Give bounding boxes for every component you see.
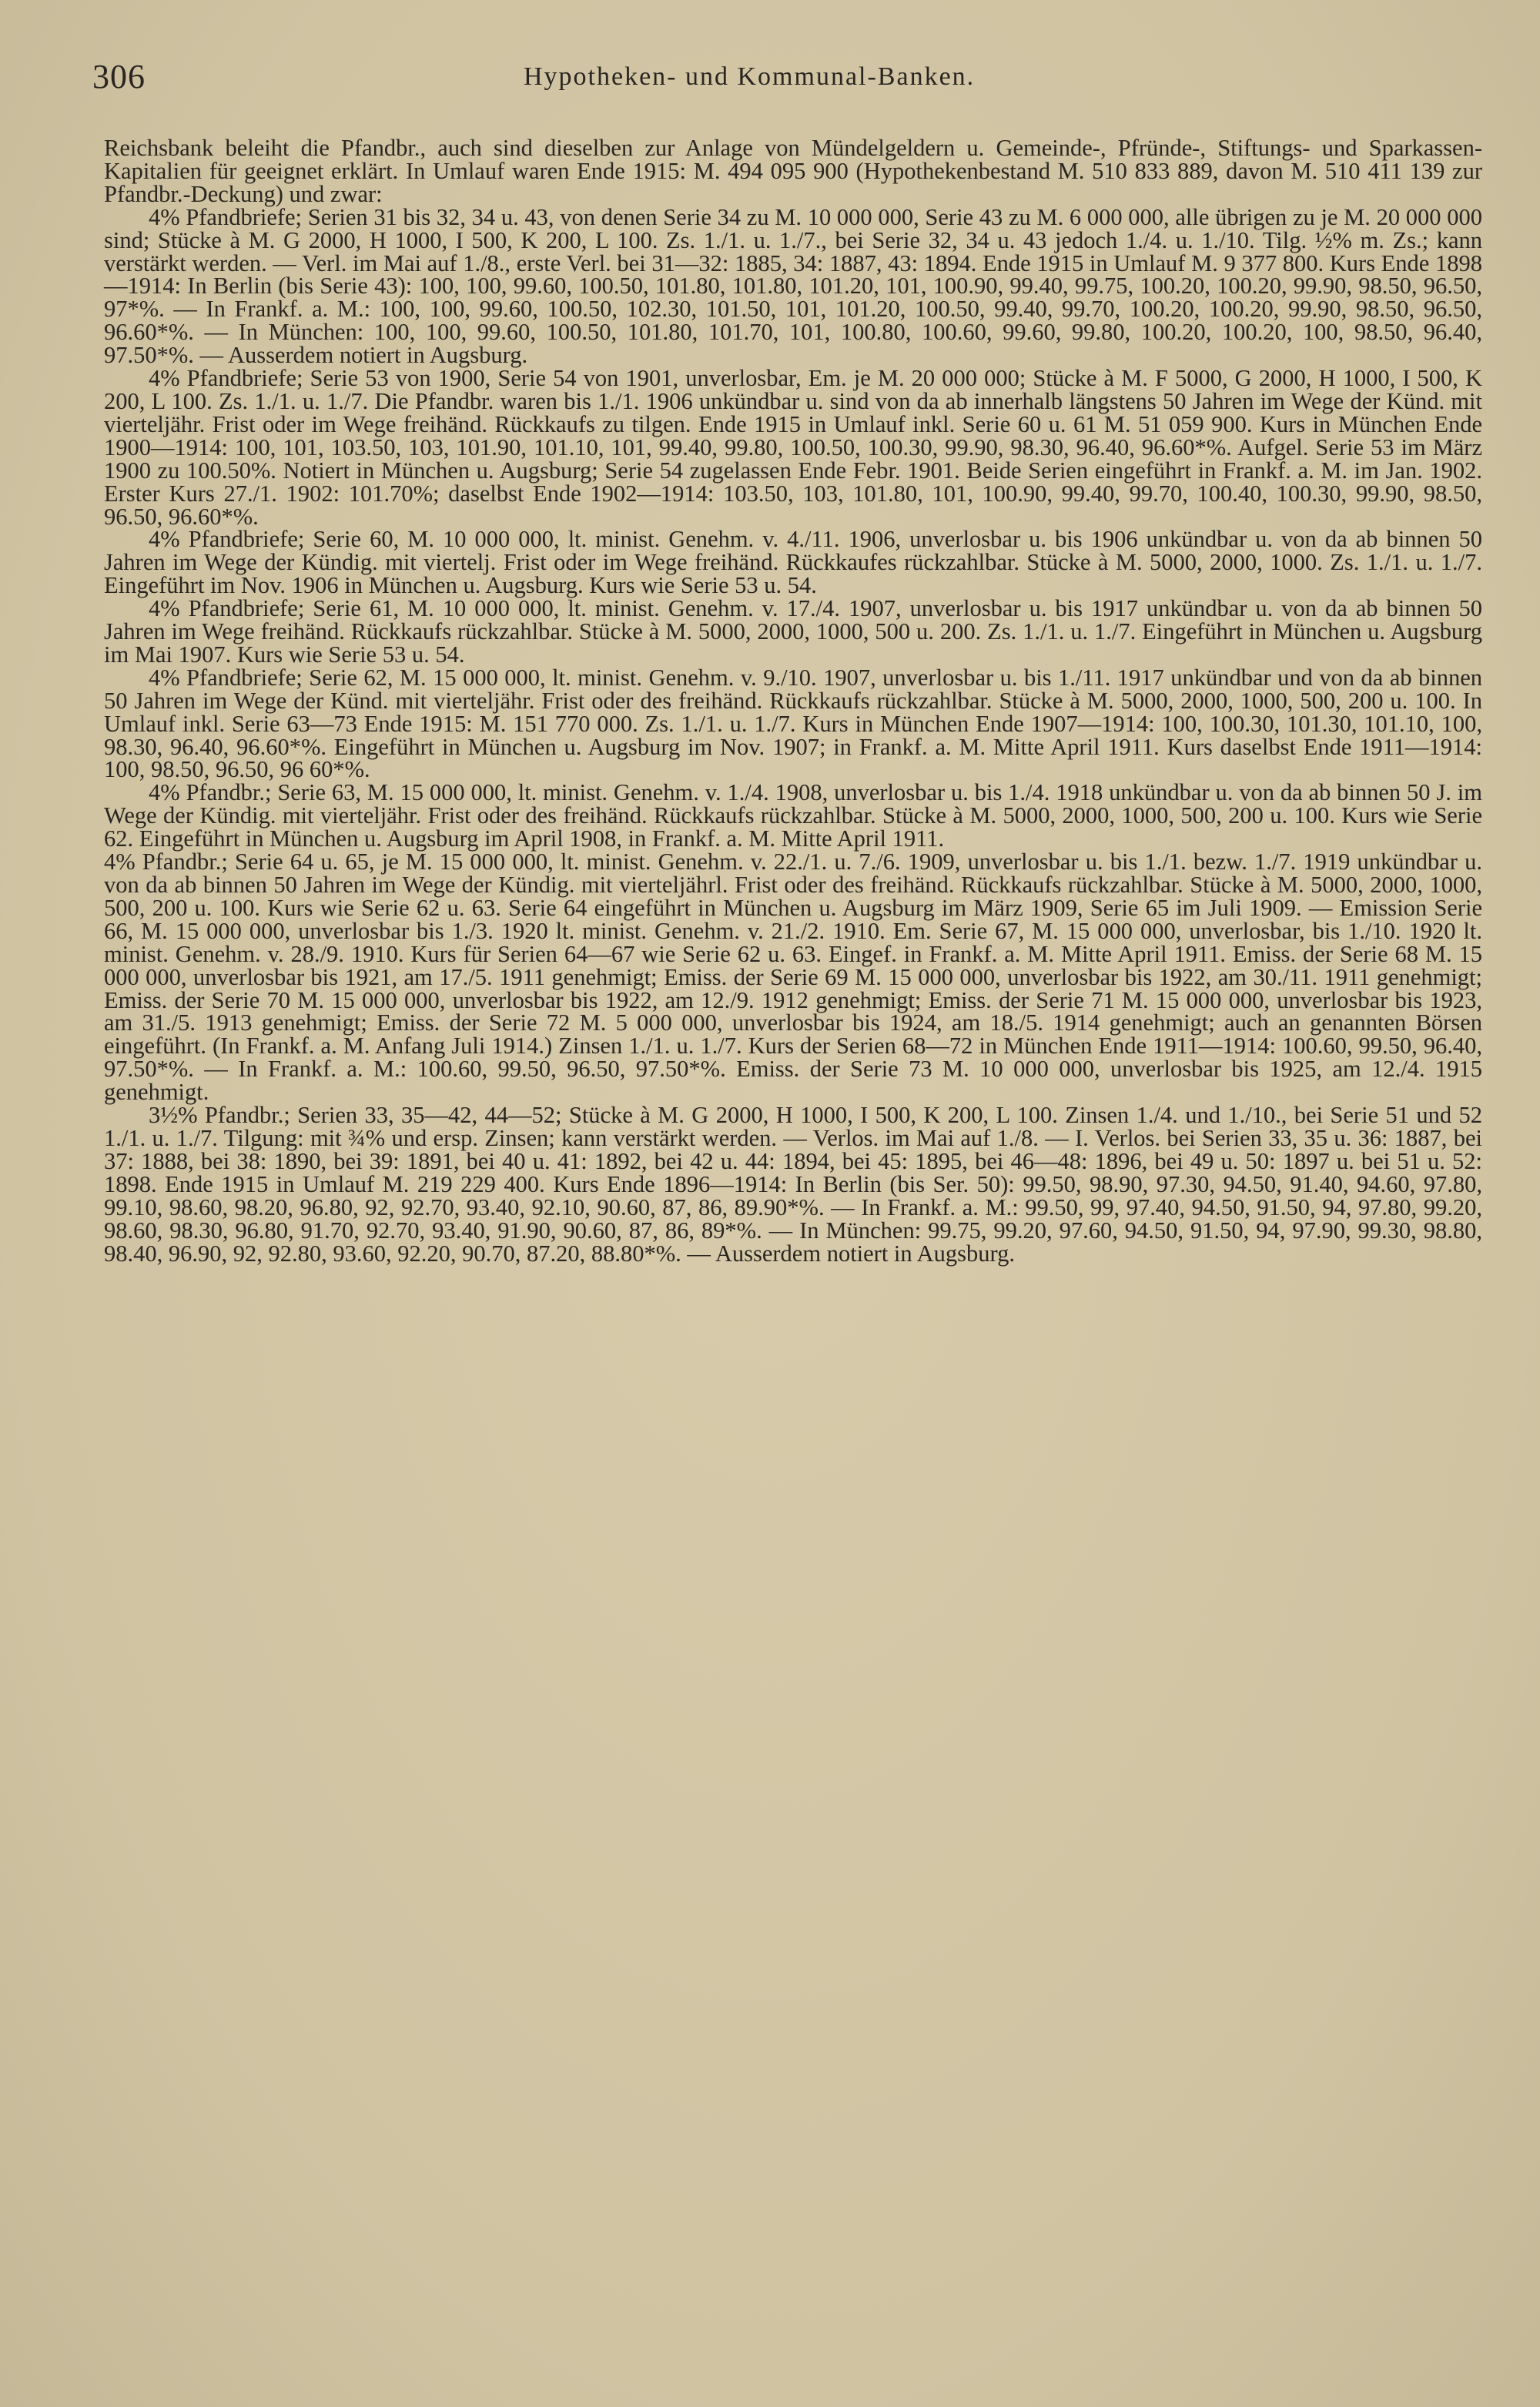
page-number: 306: [92, 58, 146, 95]
paragraph-serie-61: 4% Pfandbriefe; Serie 61, M. 10 000 000, lt. minist. Genehm. v. 17./4. 1907, unverlosbar u. bis 1917 unkündbar u. von da ab binnen 50 Jahren im Wege freihänd. Rückkaufs rückzahlbar. Stücke à M. 5000, 2000, 1000, 500 u. 200. Zs. 1./1. u. 1./7. Eingeführt in München u. Augsburg im Mai 1907. Kurs wie Serie 53 u. 54.: [104, 595, 1482, 668]
body-text: [104, 137, 1482, 1265]
page-header: [92, 54, 1478, 100]
paragraph-serie-60: 4% Pfandbriefe; Serie 60, M. 10 000 000, lt. minist. Genehm. v. 4./11. 1906, unverlosbar u. bis 1906 unkündbar u. von da ab binnen 50 Jahren im Wege der Kündig. mit viertelj. Frist oder im Wege freihänd. Rückkaufes rückzahlbar. Stücke à M. 5000, 2000, 1000. Zs. 1./1. u. 1./7. Eingeführt im Nov. 1906 in München u. Augsburg. Kurs wie Serie 53 u. 54.: [104, 526, 1482, 599]
paragraph-reichsbank: Reichsbank beleiht die Pfandbr., auch sind dieselben zur Anlage von Mündelgeldern u. Gemeinde-, Pfründe-, Stiftungs- und Sparkassen-Kapitalien für geeignet erklärt. In Umlauf waren Ende 1915: M. 494 095 900 (Hypothekenbestand M. 510 833 889, davon M. 510 411 139 zur Pfandbr.-Deckung) und zwar:: [104, 135, 1482, 207]
paragraph-serie-62: 4% Pfandbriefe; Serie 62, M. 15 000 000, lt. minist. Genehm. v. 9./10. 1907, unverlosbar u. bis 1./11. 1917 unkündbar und von da ab binnen 50 Jahren im Wege der Künd. mit vierteljähr. Frist oder des freihänd. Rückkaufs rückzahlbar. Stücke à M. 5000, 2000, 1000, 500, 200 u. 100. In Umlauf inkl. Serie 63—73 Ende 1915: M. 151 770 000. Zs. 1./1. u. 1./7. Kurs in München Ende 1907—1914: 100, 100.30, 101.30, 101.10, 100, 98.30, 96.40, 96.60*%. Eingeführt in München u. Augsburg im Nov. 1907; in Frankf. a. M. Mitte April 1911. Kurs daselbst Ende 1911—1914: 100, 98.50, 96.50, 96 60*%.: [104, 664, 1482, 783]
paragraph-3-5-percent: 3½% Pfandbr.; Serien 33, 35—42, 44—52; Stücke à M. G 2000, H 1000, I 500, K 200, L 100. Zinsen 1./4. und 1./10., bei Serie 51 und 52 1./1. u. 1./7. Tilgung: mit ¾% und ersp. Zinsen; kann verstärkt werden. — Verlos. im Mai auf 1./8. — I. Verlos. bei Serien 33, 35 u. 36: 1887, bei 37: 1888, bei 38: 1890, bei 39: 1891, bei 40 u. 41: 1892, bei 42 u. 44: 1894, bei 45: 1895, bei 46—48: 1896, bei 49 u. 50: 1897 u. bei 51 u. 52: 1898. Ende 1915 in Umlauf M. 219 229 400. Kurs Ende 1896—1914: In Berlin (bis Ser. 50): 99.50, 98.90, 97.30, 94.50, 91.40, 94.60, 97.80, 99.10, 98.60, 98.20, 96.80, 92, 92.70, 93.40, 92.10, 90.60, 87, 86, 89.90*%. — In Frankf. a. M.: 99.50, 99, 97.40, 94.50, 91.50, 94, 97.80, 99.20, 98.60, 98.30, 96.80, 91.70, 92.70, 93.40, 91.90, 90.60, 87, 86, 89*%. — In München: 99.75, 99.20, 97.60, 94.50, 91.50, 94, 97.90, 99.30, 98.80, 98.40, 96.90, 92, 92.80, 93.60, 92.20, 90.70, 87.20, 88.80*%. — Ausserdem notiert in Augsburg.: [104, 1102, 1482, 1267]
paragraph-serien-31-43: 4% Pfandbriefe; Serien 31 bis 32, 34 u. 43, von denen Serie 34 zu M. 10 000 000, Serie 43 zu M. 6 000 000, alle übrigen zu je M. 20 000 000 sind; Stücke à M. G 2000, H 1000, I 500, K 200, L 100. Zs. 1./1. u. 1./7., bei Serie 32, 34 u. 43 jedoch 1./4. u. 1./10. Tilg. ½% m. Zs.; kann verstärkt werden. — Verl. im Mai auf 1./8., erste Verl. bei 31—32: 1885, 34: 1887, 43: 1894. Ende 1915 in Umlauf M. 9 377 800. Kurs Ende 1898—1914: In Berlin (bis Serie 43): 100, 100, 99.60, 100.50, 101.80, 101.80, 101.20, 101, 100.90, 99.40, 99.75, 100.20, 100.20, 99.90, 98.50, 96.50, 97*%. — In Frankf. a. M.: 100, 100, 99.60, 100.50, 102.30, 101.50, 101, 101.20, 100.50, 99.40, 99.70, 100.20, 100.20, 99.90, 98.50, 96.50, 96.60*%. — In München: 100, 100, 99.60, 100.50, 101.80, 101.70, 101, 100.80, 100.60, 99.60, 99.80, 100.20, 100.20, 100, 98.50, 96.40, 97.50*%. — Ausserdem notiert in Augsburg.: [104, 203, 1482, 369]
paragraph-serie-63: 4% Pfandbr.; Serie 63, M. 15 000 000, lt. minist. Genehm. v. 1./4. 1908, unverlosbar u. bis 1./4. 1918 unkündbar u. von da ab binnen 50 J. im Wege der Kündig. mit vierteljähr. Frist oder des freihänd. Rückkaufs rückzahlbar. Stücke à M. 5000, 2000, 1000, 500, 200 u. 100. Kurs wie Serie 62. Eingeführt in München u. Augsburg im April 1908, in Frankf. a. M. Mitte April 1911.: [104, 779, 1482, 852]
running-head: Hypotheken- und Kommunal-Banken.: [524, 62, 976, 91]
paragraph-serie-64-73: 4% Pfandbr.; Serie 64 u. 65, je M. 15 000 000, lt. minist. Genehm. v. 22./1. u. 7./6. 1909, unverlosbar u. bis 1./1. bezw. 1./7. 1919 unkündbar u. von da ab binnen 50 Jahren im Wege der Kündig. mit vierteljährl. Frist oder des freihänd. Rückkaufs rückzahlbar. Stücke à M. 5000, 2000, 1000, 500, 200 u. 100. Kurs wie Serie 62 u. 63. Serie 64 eingeführt in München u. Augsburg im März 1909, Serie 65 im Juli 1909. — Emission Serie 66, M. 15 000 000, unverlosbar bis 1./3. 1920 lt. minist. Genehm. v. 21./2. 1910. Em. Serie 67, M. 15 000 000, unverlosbar, bis 1./10. 1920 lt. minist. Genehm. v. 28./9. 1910. Kurs für Serien 64—67 wie Serie 62 u. 63. Eingef. in Frankf. a. M. Mitte April 1911. Emiss. der Serie 68 M. 15 000 000, unverlosbar bis 1921, am 17./5. 1911 genehmigt; Emiss. der Serie 69 M. 15 000 000, unverlosbar bis 1922, am 30./11. 1911 genehmigt; Emiss. der Serie 70 M. 15 000 000, unverlosbar bis 1922, am 12./9. 1912 genehmigt; Emiss. der Serie 71 M. 15 000 000, unverlosbar bis 1923, am 31./5. 1913 genehmigt; Emiss. der Serie 72 M. 5 000 000, unverlosbar bis 1924, am 18./5. 1914 genehmigt; auch an genannten Börsen eingeführt. (In Frankf. a. M. Anfang Juli 1914.) Zinsen 1./1. u. 1./7. Kurs der Serien 68—72 in München Ende 1911—1914: 100.60, 99.50, 96.40, 97.50*%. — In Frankf. a. M.: 100.60, 99.50, 96.50, 97.50*%. Emiss. der Serie 73 M. 10 000 000, unverlosbar bis 1925, am 12./4. 1915 genehmigt.: [104, 849, 1482, 1106]
paragraph-serie-53-54: 4% Pfandbriefe; Serie 53 von 1900, Serie 54 von 1901, unverlosbar, Em. je M. 20 000 000; Stücke à M. F 5000, G 2000, H 1000, I 500, K 200, L 100. Zs. 1./1. u. 1./7. Die Pfandbr. waren bis 1./1. 1906 unkündbar u. sind von da ab innerhalb längstens 50 Jahren im Wege der Künd. mit vierteljähr. Frist oder im Wege freihänd. Rückkaufs zu tilgen. Ende 1915 in Umlauf inkl. Serie 60 u. 61 M. 51 059 900. Kurs in München Ende 1900—1914: 100, 101, 103.50, 103, 101.90, 101.10, 101, 99.40, 99.80, 100.50, 100.30, 99.90, 98.30, 96.40, 96.60*%. Aufgel. Serie 53 im März 1900 zu 100.50%. Notiert in München u. Augsburg; Serie 54 zugelassen Ende Febr. 1901. Beide Serien eingeführt in Frankf. a. M. im Jan. 1902. Erster Kurs 27./1. 1902: 101.70%; daselbst Ende 1902—1914: 103.50, 103, 101.80, 101, 100.90, 99.40, 99.70, 100.40, 100.30, 99.90, 98.50, 96.50, 96.60*%.: [104, 365, 1482, 530]
